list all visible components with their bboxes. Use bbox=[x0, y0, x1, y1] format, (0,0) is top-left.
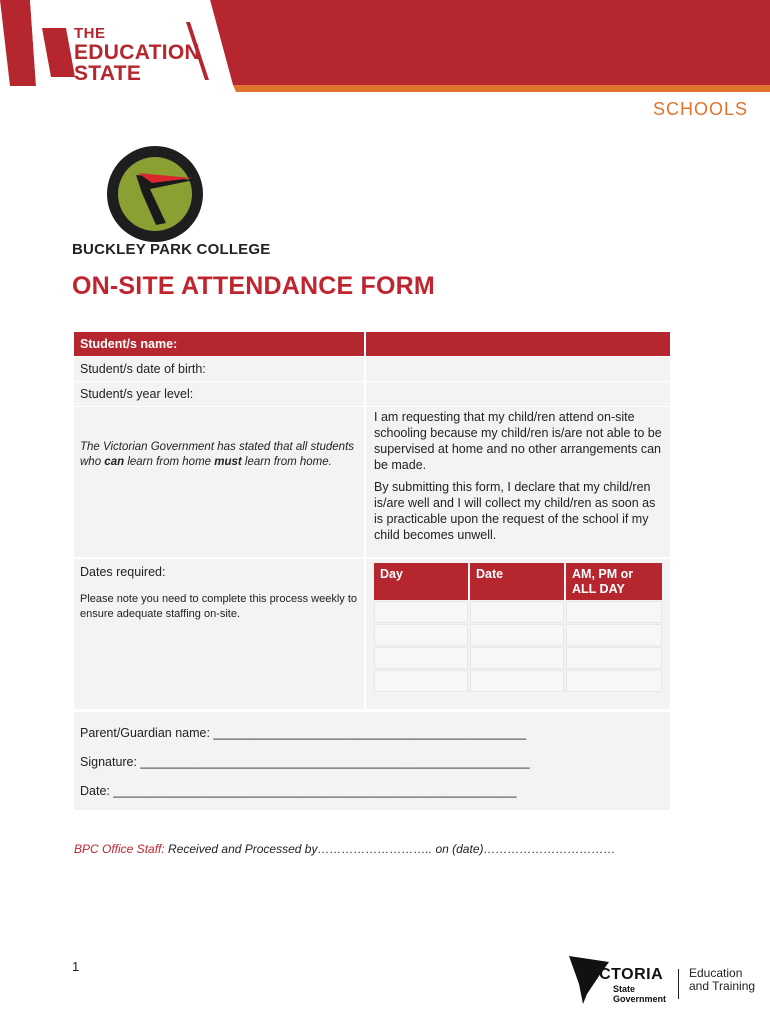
dates-cell[interactable] bbox=[374, 601, 468, 623]
education-training-label bbox=[689, 967, 755, 993]
dates-header-day: Day bbox=[374, 563, 468, 600]
dates-header-date: Date bbox=[470, 563, 564, 600]
dates-header-session: AM, PM or ALL DAY bbox=[566, 563, 662, 600]
gov-note-must: must bbox=[214, 456, 242, 468]
gov-note-part1: The Victorian Government has stated that all students who bbox=[80, 441, 355, 468]
signoff-fields bbox=[74, 712, 670, 810]
gov-note-can: can bbox=[104, 456, 125, 468]
signature-field[interactable]: Signature: ________________________________________________________ bbox=[80, 755, 530, 769]
statement-row bbox=[74, 407, 670, 557]
dates-cell[interactable] bbox=[566, 601, 662, 623]
dates-cell[interactable] bbox=[470, 624, 564, 646]
parent-guardian-field[interactable]: Parent/Guardian name: _____________________________________________ bbox=[80, 726, 527, 740]
dates-cell[interactable] bbox=[470, 670, 564, 692]
government-note bbox=[74, 407, 364, 557]
dates-cell[interactable] bbox=[374, 670, 468, 692]
dates-cell[interactable] bbox=[566, 624, 662, 646]
declaration-text: By submitting this form, I declare that my child/ren is/are well and I will collect my child/ren as soon as is practicable upon the request of the school if my child becomes unwell. bbox=[374, 480, 656, 542]
header-banner bbox=[0, 0, 770, 92]
request-text: I am requesting that my child/ren attend on-site schooling because my child/ren is/are not able to be supervised at home and no other arrangements can be made. bbox=[374, 410, 662, 472]
student-name-label: Student/s name: bbox=[74, 332, 364, 356]
brand-line3: STATE bbox=[74, 62, 142, 85]
brand-line1: THE bbox=[74, 25, 106, 42]
form-title: ON-SITE ATTENDANCE FORM bbox=[72, 272, 435, 300]
dob-row bbox=[74, 357, 670, 381]
signoff-block bbox=[74, 712, 670, 810]
student-name-row bbox=[74, 332, 670, 356]
education-state-logo bbox=[74, 26, 200, 84]
gov-note-part3: learn from home. bbox=[241, 456, 332, 468]
victoria-government-logo bbox=[569, 954, 674, 1009]
college-name: BUCKLEY PARK COLLEGE bbox=[72, 241, 271, 258]
dates-cell[interactable] bbox=[566, 647, 662, 669]
crest-icon bbox=[106, 145, 204, 243]
student-name-input[interactable] bbox=[366, 332, 670, 356]
state-label: State bbox=[613, 984, 636, 994]
office-staff-label: BPC Office Staff: bbox=[74, 842, 165, 856]
government-label: Government bbox=[613, 994, 667, 1004]
dates-note: Please note you need to complete this process weekly to ensure adequate staffing on-site. bbox=[80, 593, 357, 620]
brand-line2: EDUCATION bbox=[74, 41, 200, 64]
dates-cell[interactable] bbox=[374, 624, 468, 646]
dates-cell[interactable] bbox=[374, 647, 468, 669]
schools-label: SCHOOLS bbox=[652, 99, 748, 119]
year-level-row bbox=[74, 382, 670, 406]
dates-cell[interactable] bbox=[470, 647, 564, 669]
dates-label: Dates required: bbox=[80, 565, 166, 579]
dates-left bbox=[74, 559, 364, 709]
dob-label: Student/s date of birth: bbox=[74, 357, 364, 381]
victoria-wordmark: VICTORIA bbox=[583, 966, 664, 983]
logo-motto: BUILD YOUR WINGS bbox=[127, 208, 189, 232]
dob-input[interactable] bbox=[366, 357, 670, 381]
request-statement bbox=[366, 407, 670, 557]
gov-note-part2: learn from home bbox=[124, 456, 215, 468]
footer-divider bbox=[678, 969, 679, 999]
school-crest-logo bbox=[106, 145, 204, 243]
dept-line1: Education bbox=[689, 966, 743, 980]
year-level-label: Student/s year level: bbox=[74, 382, 364, 406]
year-level-input[interactable] bbox=[366, 382, 670, 406]
page-number: 1 bbox=[72, 959, 80, 974]
office-staff-line bbox=[74, 842, 616, 856]
office-staff-text: Received and Processed by……………………….. on (date)…………………………… bbox=[164, 842, 616, 856]
dates-cell[interactable] bbox=[470, 601, 564, 623]
dates-cell[interactable] bbox=[566, 670, 662, 692]
state-government bbox=[613, 984, 666, 1004]
dept-line2: and Training bbox=[689, 979, 756, 993]
date-field[interactable]: Date: __________________________________________________________ bbox=[80, 784, 517, 798]
